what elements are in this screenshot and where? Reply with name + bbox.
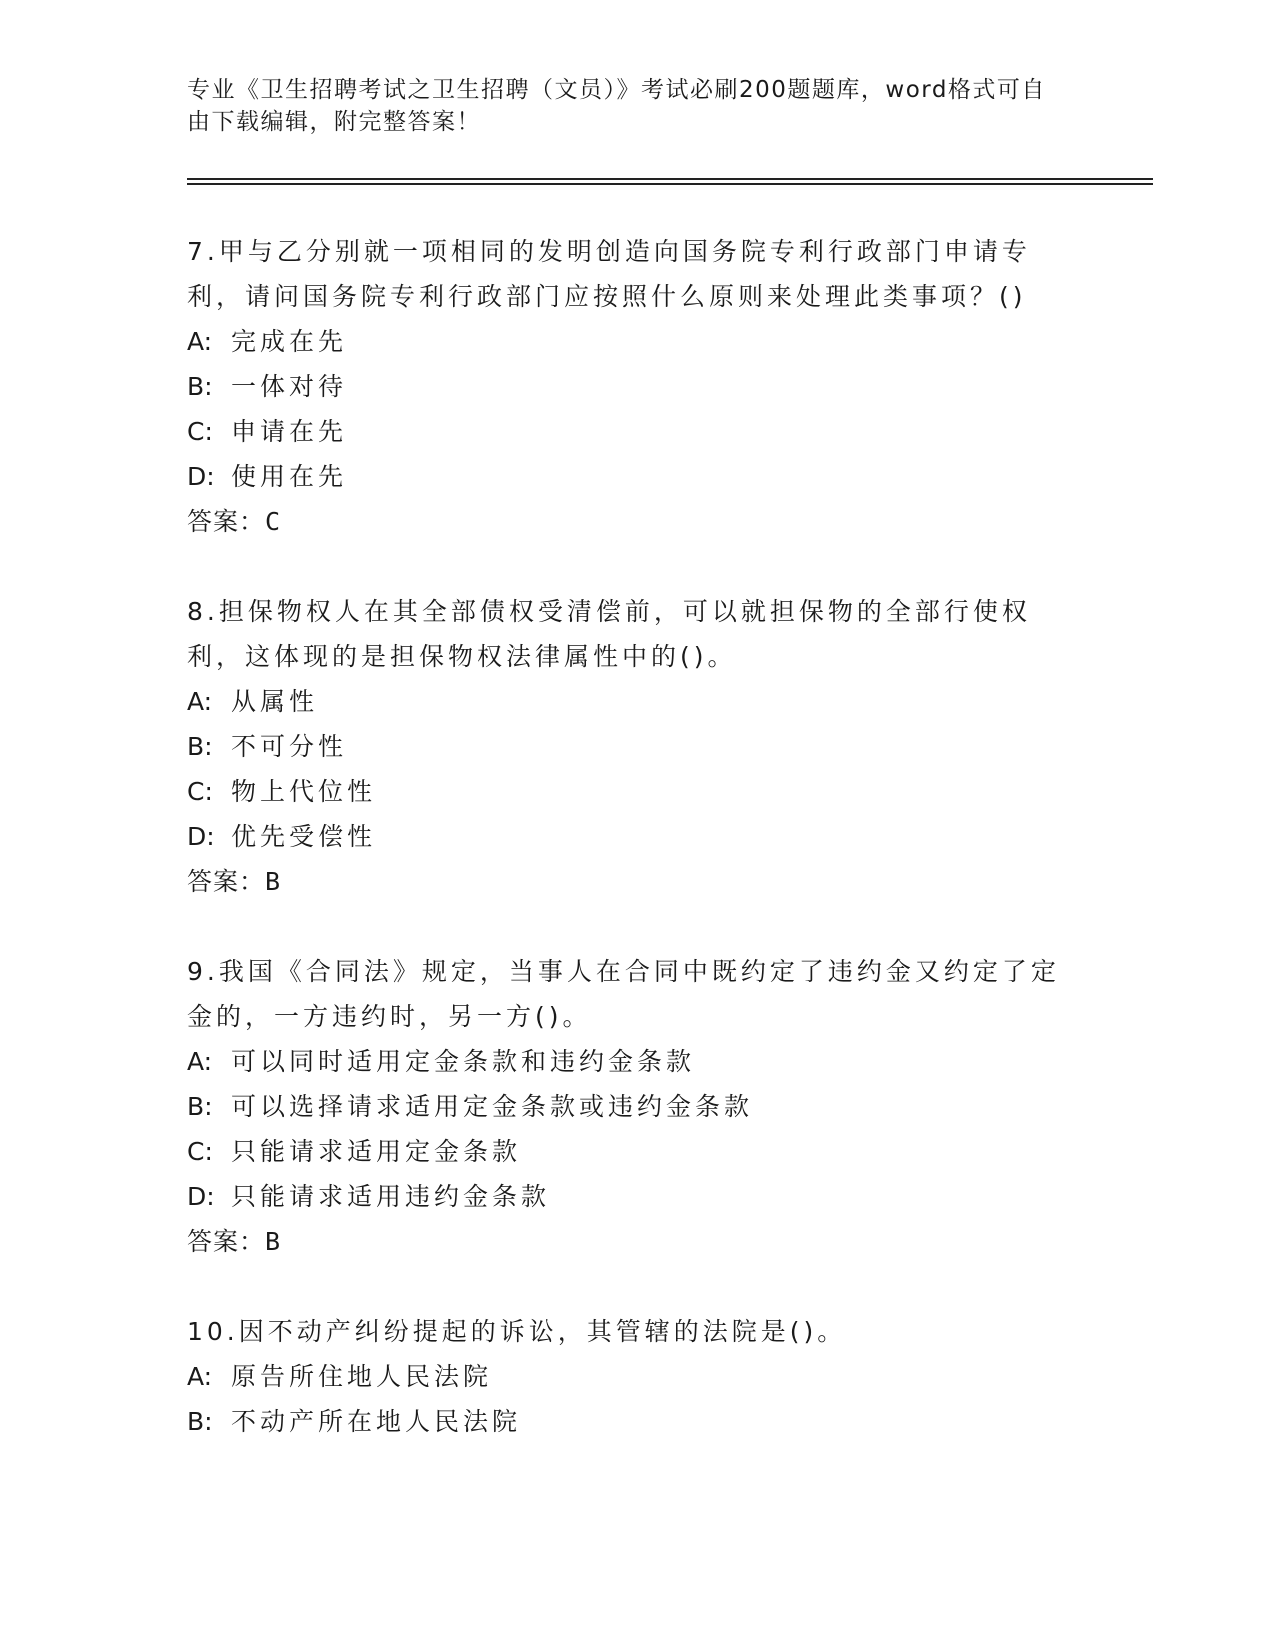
- option-text: 只能请求适用违约金条款: [231, 1182, 551, 1211]
- option-b: [187, 724, 1067, 769]
- option-key: D:: [187, 462, 215, 491]
- answer-value: B: [265, 1227, 282, 1256]
- answer-value: C: [265, 507, 282, 536]
- option-b: [187, 1084, 1067, 1129]
- option-key: B:: [187, 1092, 213, 1121]
- answer-label: 答案：: [187, 867, 266, 896]
- option-text: 可以同时适用定金条款和违约金条款: [231, 1047, 696, 1076]
- question-7: [187, 229, 1067, 544]
- question-8: [187, 589, 1067, 904]
- option-text: 只能请求适用定金条款: [231, 1137, 522, 1166]
- option-d: [187, 454, 1067, 499]
- question-stem: 7.甲与乙分别就一项相同的发明创造向国务院专利行政部门申请专利，请问国务院专利行政部门应按照什么原则来处理此类事项？(): [187, 237, 1031, 311]
- option-text: 一体对待: [231, 372, 348, 401]
- option-text: 优先受偿性: [231, 822, 377, 851]
- option-key: C:: [187, 777, 213, 806]
- answer-label: 答案：: [187, 507, 266, 536]
- option-c: [187, 1129, 1067, 1174]
- question-10: [187, 1309, 1067, 1444]
- question-stem: 8.担保物权人在其全部债权受清偿前，可以就担保物的全部行使权利，这体现的是担保物权法律属性中的()。: [187, 597, 1031, 671]
- option-b: [187, 1399, 1067, 1444]
- option-key: A:: [187, 1047, 213, 1076]
- question-stem: 9.我国《合同法》规定，当事人在合同中既约定了违约金又约定了定金的，一方违约时，另一方()。: [187, 957, 1060, 1031]
- option-c: [187, 769, 1067, 814]
- option-c: [187, 409, 1067, 454]
- option-d: [187, 1174, 1067, 1219]
- option-a: [187, 319, 1067, 364]
- option-key: A:: [187, 327, 213, 356]
- header-divider-bottom: [187, 183, 1153, 185]
- option-a: [187, 1354, 1067, 1399]
- option-text: 物上代位性: [231, 777, 377, 806]
- option-d: [187, 814, 1067, 859]
- option-key: D:: [187, 822, 215, 851]
- option-key: C:: [187, 417, 213, 446]
- option-key: B:: [187, 732, 213, 761]
- answer-line: [187, 1219, 1067, 1264]
- option-key: C:: [187, 1137, 213, 1166]
- option-text: 可以选择请求适用定金条款或违约金条款: [231, 1092, 754, 1121]
- option-key: A:: [187, 1362, 213, 1391]
- option-key: D:: [187, 1182, 215, 1211]
- option-text: 不动产所在地人民法院: [231, 1407, 522, 1436]
- answer-label: 答案：: [187, 1227, 266, 1256]
- header-divider-top: [187, 178, 1153, 180]
- option-key: A:: [187, 687, 213, 716]
- question-9: [187, 949, 1067, 1264]
- option-text: 不可分性: [231, 732, 348, 761]
- document-header: 专业《卫生招聘考试之卫生招聘（文员）》考试必刷200题题库，word格式可自由下载编辑，附完整答案！: [187, 77, 1046, 135]
- option-text: 使用在先: [231, 462, 348, 491]
- option-text: 原告所住地人民法院: [231, 1362, 493, 1391]
- option-key: B:: [187, 372, 213, 401]
- option-text: 完成在先: [231, 327, 348, 356]
- answer-value: B: [265, 867, 282, 896]
- question-stem: 10.因不动产纠纷提起的诉讼，其管辖的法院是()。: [187, 1317, 847, 1346]
- option-text: 申请在先: [231, 417, 348, 446]
- option-a: [187, 1039, 1067, 1084]
- answer-line: [187, 499, 1067, 544]
- option-b: [187, 364, 1067, 409]
- answer-line: [187, 859, 1067, 904]
- option-key: B:: [187, 1407, 213, 1436]
- option-text: 从属性: [231, 687, 319, 716]
- option-a: [187, 679, 1067, 724]
